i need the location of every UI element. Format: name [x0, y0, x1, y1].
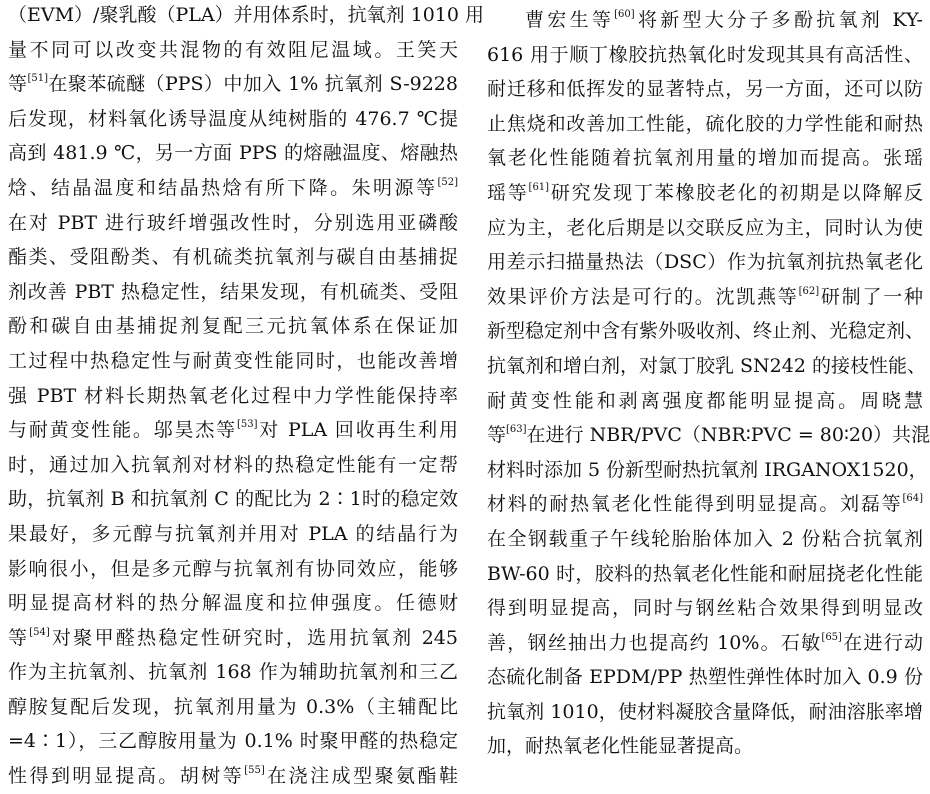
text-line	[8, 759, 458, 794]
citation-marker: [63]	[506, 424, 527, 436]
text-segment: 等	[8, 626, 30, 649]
text-line	[8, 413, 458, 448]
text-line: 高到 481.9 ℃，另一方面 PPS 的熔融温度、熔融热	[8, 142, 458, 165]
citation-marker: [62]	[798, 285, 820, 297]
text-segment: 对聚甲醛热稳定性研究时，选用抗氧剂 245	[49, 626, 458, 649]
text-line: 用差示扫描量热法（DSC）作为抗氧剂抗热氧老化	[487, 251, 923, 274]
citation-marker: [60]	[614, 9, 635, 20]
text-line: （EVM）/聚乳酸（PLA）并用体系时，抗氧剂 1010 用	[8, 4, 485, 26]
text-line: BW-60 时，胶料的热氧老化性能和耐屈挠老化性能	[487, 562, 923, 585]
text-segment: 瑶等	[487, 181, 529, 204]
text-line	[487, 3, 923, 38]
text-line: 材料时添加 5 份新型耐热抗氧剂 IRGANOX1520，	[487, 458, 928, 481]
text-line: 616 用于顺丁橡胶抗热氧化时发现其具有高活性、	[487, 43, 923, 66]
text-line: 在全钢载重子午线轮胎胎体加入 2 份粘合抗氧剂	[487, 527, 923, 550]
text-segment: 性得到明显提高。胡树等	[8, 765, 245, 788]
text-segment: 在进行动	[841, 631, 923, 654]
text-line: 氧老化性能随着抗氧剂用量的增加而提高。张瑶	[487, 147, 923, 170]
citation-marker: [64]	[902, 493, 923, 505]
citation-marker: [61]	[528, 181, 550, 193]
text-segment: 焓、结晶温度和结晶热焓有所下降。朱明源等	[8, 176, 438, 199]
text-line: 剂改善 PBT 热稳定性，结果发现，有机硫类、受阻	[8, 280, 458, 303]
text-segment: 善，钢丝抽出力也提高约 10%。石敏	[487, 631, 822, 654]
text-line: 加，耐热氧老化性能显著提高。	[487, 735, 754, 758]
text-line: 新型稳定剂中含有紫外吸收剂、终止剂、光稳定剂、	[487, 320, 925, 343]
citation-marker: [52]	[437, 176, 458, 188]
text-line	[487, 418, 930, 453]
text-line: 态硫化制备 EPDM/PP 热塑性弹性体时加入 0.9 份	[487, 666, 923, 689]
text-segment: 等	[8, 73, 28, 96]
text-line: 酚和碳自由基捕捉剂复配三元抗氧体系在保证加	[8, 315, 458, 338]
text-line: 在对 PBT 进行玻纤增强改性时，分别选用亚磷酸	[8, 211, 458, 234]
text-line	[487, 626, 923, 661]
text-line	[8, 171, 458, 206]
text-line: 作为主抗氧剂、抗氧剂 168 作为辅助抗氧剂和三乙	[8, 661, 458, 684]
text-line: 抗氧剂和增白剂，对氯丁胶乳 SN242 的接枝性能、	[487, 354, 926, 377]
text-line: 应为主，老化后期是以交联反应为主，同时认为使	[487, 216, 923, 239]
citation-marker: [53]	[236, 419, 258, 431]
citation-marker: [51]	[27, 73, 48, 85]
text-line	[8, 621, 458, 656]
text-line: 后发现，材料氧化诱导温度从纯树脂的 476.7 ℃提	[8, 107, 458, 130]
text-line: 果最好，多元醇与抗氧剂并用对 PLA 的结晶行为	[8, 522, 458, 545]
text-line: 明显提高材料的热分解温度和拉伸强度。任德财	[8, 592, 458, 615]
text-line	[487, 280, 923, 315]
text-segment: 在浇注成型聚氨酯鞋	[264, 765, 458, 788]
text-segment: 将新型大分子多酚抗氧剂 KY-	[634, 9, 923, 31]
text-line: 止焦烧和改善加工性能，硫化胶的力学性能和耐热	[487, 112, 923, 135]
text-line: 抗氧剂 1010，使材料凝胶含量降低，耐油溶胀率增	[487, 700, 923, 723]
text-line: 得到明显提高，同时与钢丝粘合效果得到明显改	[487, 597, 923, 620]
text-line	[487, 487, 923, 522]
text-line: 助，抗氧剂 B 和抗氧剂 C 的配比为 2∶1时的稳定效	[8, 488, 458, 511]
right-text-column	[487, 0, 930, 764]
text-line: 耐迁移和低挥发的显著特点，另一方面，还可以防	[487, 78, 923, 101]
citation-marker: [54]	[29, 626, 50, 638]
text-segment: 对 PLA 回收再生利用	[257, 419, 458, 442]
text-line: 量不同可以改变共混物的有效阻尼温域。王笑天	[8, 38, 458, 61]
text-line: 时，通过加入抗氧剂对材料的热稳定性能有一定帮	[8, 453, 458, 476]
text-segment: 材料的耐热氧老化性能得到明显提高。刘磊等	[487, 493, 903, 516]
text-line: 耐黄变性能和剥离强度都能明显提高。周晓慧	[487, 389, 923, 412]
text-line: 工过程中热稳定性与耐黄变性能同时，也能改善增	[8, 349, 458, 372]
text-segment: 与耐黄变性能。邬昊杰等	[8, 419, 237, 442]
text-segment: 等	[487, 424, 507, 447]
left-text-column	[8, 0, 485, 794]
text-segment: 在聚苯硫醚（PPS）中加入 1% 抗氧剂 S-9228	[47, 73, 458, 96]
citation-marker: [65]	[821, 631, 842, 643]
text-segment: 曹宏生等	[525, 9, 615, 31]
text-line: 强 PBT 材料长期热氧老化过程中力学性能保持率	[8, 384, 458, 407]
text-line: =4∶1），三乙醇胺用量为 0.1% 时聚甲醛的热稳定	[8, 730, 458, 753]
text-line: 酯类、受阻酚类、有机硫类抗氧剂与碳自由基捕捉	[8, 246, 458, 269]
text-line: 醇胺复配后发现，抗氧剂用量为 0.3%（主辅配比	[8, 695, 458, 718]
text-line: 影响很小，但是多元醇与抗氧剂有协同效应，能够	[8, 557, 458, 580]
text-segment: 研制了一种	[819, 285, 923, 308]
text-segment: 效果评价方法是可行的。沈凯燕等	[487, 285, 799, 308]
text-line	[487, 176, 923, 211]
citation-marker: [55]	[244, 765, 265, 777]
text-segment: 在进行 NBR/PVC（NBR∶PVC = 80∶20）共混	[526, 424, 930, 447]
text-segment: 研究发现丁苯橡胶老化的初期是以降解反	[549, 181, 923, 204]
text-line	[8, 67, 458, 102]
